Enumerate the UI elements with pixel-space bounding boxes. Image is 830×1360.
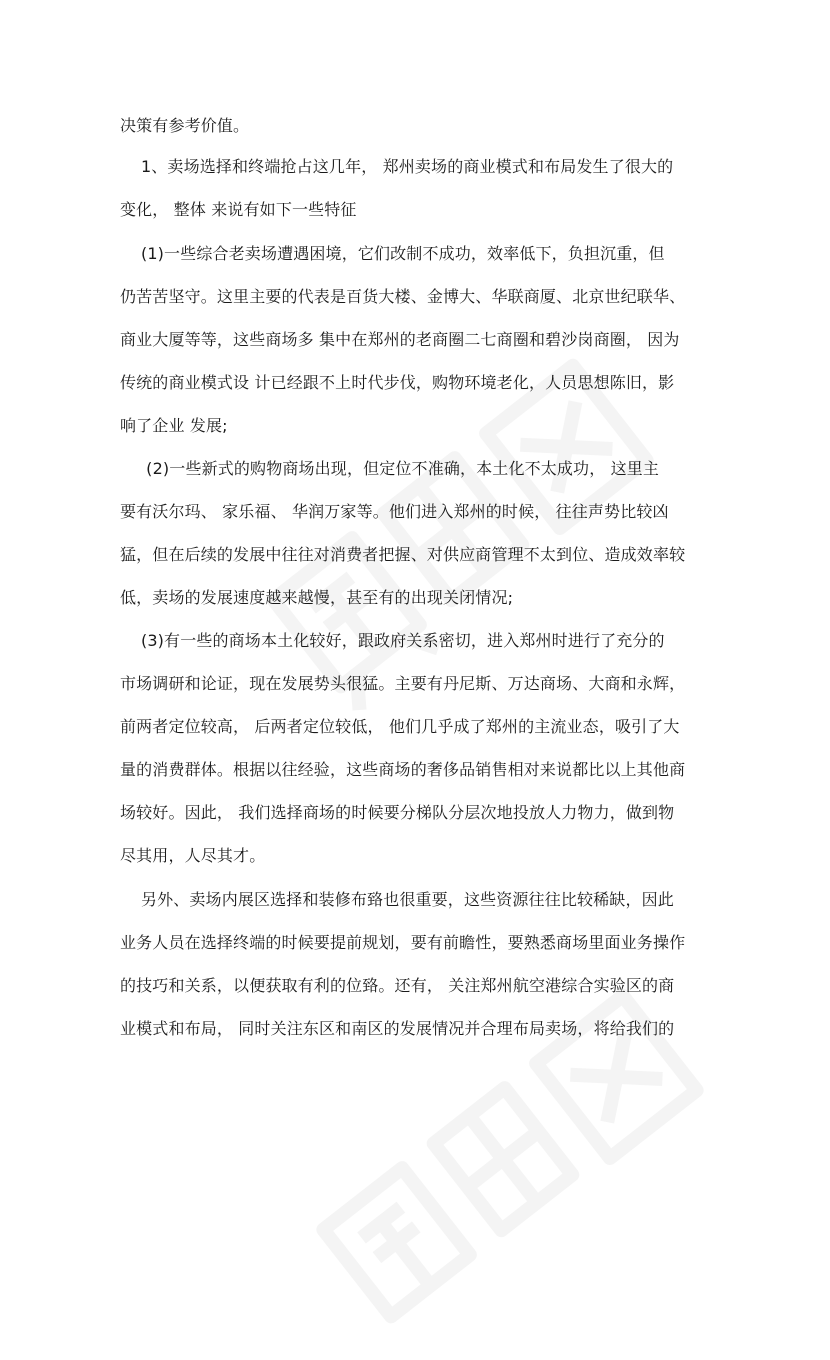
text-line: (3)有一些的商场本土化较好，跟政府关系密切，进入郑州时进行了充分的 (120, 631, 665, 650)
text-line: 1、卖场选择和终端抢占这几年， 郑州卖场的商业模式和布局发生了很大的 (120, 157, 674, 176)
text-line: 另外、卖场内展区选择和装修布臵也很重要，这些资源往往比较稀缺，因此 (120, 890, 674, 909)
text-line: 业务人员在选择终端的时候要提前规划，要有前瞻性，要熟悉商场里面业务操作 (120, 933, 686, 952)
text-line: 量的消费群体。根据以往经验，这些商场的奢侈品销售相对来说都比以上其他商 (120, 760, 686, 779)
text-line: 猛，但在后续的发展中往往对消费者把握、对供应商管理不太到位、造成效率较 (120, 545, 686, 564)
text-line: 传统的商业模式设 计已经跟不上时代步伐，购物环境老化，人员思想陈旧，影 (120, 373, 675, 392)
text-line: 仍苦苦坚守。这里主要的代表是百货大楼、金博大、华联商厦、北京世纪联华、 (120, 287, 686, 306)
text-line: 场较好。因此， 我们选择商场的时候要分梯队分层次地投放人力物力，做到物 (120, 803, 675, 822)
text-line: 业模式和布局， 同时关注东区和南区的发展情况并合理布局卖场，将给我们的 (120, 1019, 675, 1038)
text-line: (1)一些综合老卖场遭遇困境，它们改制不成功，效率低下，负担沉重，但 (120, 244, 665, 263)
text-line: 市场调研和论证，现在发展势头很猛。主要有丹尼斯、万达商场、大商和永辉， (120, 674, 686, 693)
text-line: 尽其用，人尽其才。 (120, 846, 266, 865)
text-line: 低，卖场的发展速度越来越慢，甚至有的出现关闭情况; (120, 588, 514, 607)
text-line: 响了企业 发展; (120, 416, 228, 435)
text-line: 变化， 整体 来说有如下一些特征 (120, 200, 357, 219)
text-line: (2)一些新式的购物商场出现，但定位不准确，本土化不太成功， 这里主 (120, 459, 660, 478)
text-line: 的技巧和关系，以便获取有利的位臵。还有， 关注郑州航空港综合实验区的商 (120, 976, 675, 995)
text-line: 商业大厦等等，这些商场多 集中在郑州的老商圈二七商圈和碧沙岗商圈， 因为 (120, 330, 680, 349)
text-line: 决策有参考价值。 (120, 116, 250, 135)
text-line: 要有沃尔玛、 家乐福、 华润万家等。他们进入郑州的时候， 往往声势比较凶 (120, 502, 669, 521)
text-line: 前两者定位较高， 后两者定位较低， 他们几乎成了郑州的主流业态，吸引了大 (120, 717, 680, 736)
